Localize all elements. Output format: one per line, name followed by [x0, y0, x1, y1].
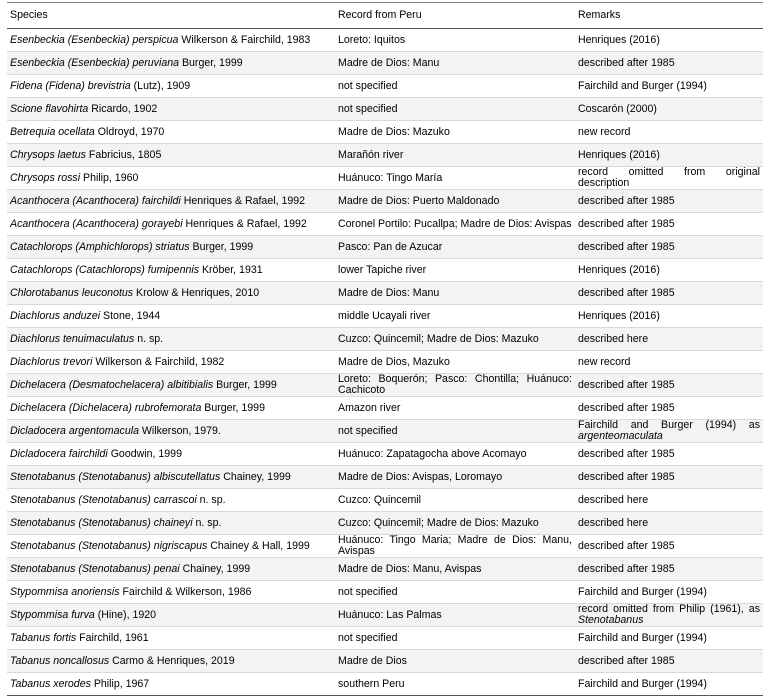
record-cell: Cuzco: Quincemil; Madre de Dios: Mazuko [335, 512, 575, 535]
species-name-italic: Chlorotabanus leuconotus [10, 286, 134, 299]
species-name-text: Oldroyd, 1970 [94, 125, 165, 138]
remarks-cell [575, 98, 763, 121]
species-name-italic: Diachlorus anduzei [10, 309, 101, 322]
remarks-cell [575, 52, 763, 75]
species-name-text: Philip, 1967 [90, 677, 150, 690]
species-name-italic: Stenotabanus (Stenotabanus) penai [10, 562, 180, 575]
remark-italic: Stenotabanus [578, 614, 644, 626]
remarks-cell [575, 259, 763, 282]
remark-text: record omitted from original description [578, 166, 760, 189]
record-cell: Madre de Dios, Mazuko [335, 351, 575, 374]
species-cell [7, 604, 335, 627]
remarks-cell [575, 581, 763, 604]
species-name-text: Chainey, 1999 [179, 562, 251, 575]
remark-text: Fairchild and Burger (1994) [578, 585, 707, 598]
table-row [7, 282, 763, 305]
remarks-cell [575, 650, 763, 673]
species-name-text: Fabricius, 1805 [85, 148, 162, 161]
table-row [7, 374, 763, 397]
species-name-text: Burger, 1999 [201, 401, 265, 414]
species-name-text: Henriques & Rafael, 1992 [182, 217, 307, 230]
species-cell [7, 75, 335, 98]
record-cell: Amazon river [335, 397, 575, 420]
remarks-cell [575, 190, 763, 213]
species-name-text: n. sp. [192, 516, 222, 529]
species-name-text: Ricardo, 1902 [88, 102, 158, 115]
species-name-text: (Hine), 1920 [94, 608, 157, 621]
record-cell: Huánuco: Zapatagocha above Acomayo [335, 443, 575, 466]
species-name-italic: Dicladocera argentomacula [10, 424, 139, 437]
remark-text: described after 1985 [578, 240, 675, 253]
table-row [7, 52, 763, 75]
record-cell: Madre de Dios: Avispas, Loromayo [335, 466, 575, 489]
remarks-cell [575, 374, 763, 397]
remarks-cell [575, 121, 763, 144]
species-name-italic: Esenbeckia (Esenbeckia) perspicua [10, 33, 179, 46]
species-name-italic: Stenotabanus (Stenotabanus) nigriscapus [10, 539, 208, 552]
record-cell: Madre de Dios: Mazuko [335, 121, 575, 144]
table-row [7, 328, 763, 351]
remarks-cell [575, 305, 763, 328]
record-cell: not specified [335, 420, 575, 443]
remark-text: Henriques (2016) [578, 148, 660, 161]
species-cell [7, 213, 335, 236]
species-name-italic: Acanthocera (Acanthocera) gorayebi [10, 217, 183, 230]
table-row [7, 259, 763, 282]
remark-text: Coscarón (2000) [578, 102, 657, 115]
remarks-cell [575, 29, 763, 52]
header-species: Species [7, 3, 335, 29]
remark-text: described after 1985 [578, 217, 675, 230]
remarks-cell [575, 167, 763, 190]
remark-text: Henriques (2016) [578, 33, 660, 46]
remark-text: described after 1985 [578, 447, 675, 460]
header-remarks: Remarks [575, 3, 763, 29]
table-row [7, 627, 763, 650]
remark-text: described here [578, 332, 649, 345]
species-name-text: Wilkerson & Fairchild, 1982 [92, 355, 225, 368]
species-table [7, 2, 763, 696]
table-row [7, 466, 763, 489]
species-name-italic: Stenotabanus (Stenotabanus) carrascoi [10, 493, 197, 506]
species-name-text: Burger, 1999 [189, 240, 254, 253]
species-cell [7, 558, 335, 581]
species-name-italic: Tabanus fortis [10, 631, 77, 644]
table-row [7, 581, 763, 604]
table-row [7, 121, 763, 144]
species-name-italic: Betrequia ocellata [10, 125, 95, 138]
record-cell: Huánuco: Tingo Maria; Madre de Dios: Manu, Avispas [335, 535, 575, 558]
species-name-italic: Stypommisa furva [10, 608, 95, 621]
species-cell [7, 305, 335, 328]
remarks-cell [575, 466, 763, 489]
table-row [7, 351, 763, 374]
species-cell [7, 650, 335, 673]
table-body [7, 29, 763, 696]
species-cell [7, 29, 335, 52]
species-cell [7, 328, 335, 351]
species-cell [7, 259, 335, 282]
species-name-text: Fairchild, 1961 [76, 631, 149, 644]
remarks-cell [575, 75, 763, 98]
remark-text: described here [578, 516, 649, 529]
header-row [7, 3, 763, 29]
table-row [7, 558, 763, 581]
species-name-text: Goodwin, 1999 [107, 447, 182, 460]
record-cell: Huánuco: Las Palmas [335, 604, 575, 627]
species-cell [7, 397, 335, 420]
remark-text: described after 1985 [578, 401, 675, 414]
table-row [7, 190, 763, 213]
remark-text: described after 1985 [578, 539, 675, 552]
remarks-cell [575, 627, 763, 650]
species-cell [7, 581, 335, 604]
remarks-cell [575, 351, 763, 374]
species-cell [7, 627, 335, 650]
species-name-italic: Stenotabanus (Stenotabanus) albiscutellatus [10, 470, 221, 483]
table-row [7, 650, 763, 673]
species-cell [7, 236, 335, 259]
table-row [7, 397, 763, 420]
record-cell: Marañón river [335, 144, 575, 167]
table-row [7, 420, 763, 443]
record-cell: Madre de Dios: Puerto Maldonado [335, 190, 575, 213]
species-cell [7, 420, 335, 443]
remark-text: described after 1985 [578, 286, 675, 299]
table-row [7, 512, 763, 535]
record-cell: Madre de Dios: Manu, Avispas [335, 558, 575, 581]
table-row [7, 305, 763, 328]
table-row [7, 236, 763, 259]
record-cell: Cuzco: Quincemil [335, 489, 575, 512]
table-row [7, 443, 763, 466]
remarks-cell [575, 236, 763, 259]
record-cell: Madre de Dios [335, 650, 575, 673]
remark-text: described here [578, 493, 649, 506]
remark-text: described after 1985 [578, 654, 675, 667]
species-cell [7, 121, 335, 144]
remark-text: Henriques (2016) [578, 309, 660, 322]
species-name-italic: Dicladocera fairchildi [10, 447, 108, 460]
record-cell: Madre de Dios: Manu [335, 282, 575, 305]
remarks-cell [575, 282, 763, 305]
remarks-cell [575, 397, 763, 420]
remark-text: new record [578, 355, 631, 368]
remark-text: described after 1985 [578, 562, 675, 575]
species-name-text: Philip, 1960 [80, 171, 139, 184]
table-row [7, 604, 763, 627]
remarks-cell [575, 512, 763, 535]
remarks-cell [575, 535, 763, 558]
record-cell: middle Ucayali river [335, 305, 575, 328]
table-header [7, 3, 763, 29]
table-row [7, 489, 763, 512]
table-row [7, 673, 763, 696]
remark-text: new record [578, 125, 631, 138]
table-row [7, 144, 763, 167]
species-name-text: Chainey & Hall, 1999 [207, 539, 310, 552]
remark-text: described after 1985 [578, 470, 675, 483]
species-name-text: Wilkerson & Fairchild, 1983 [178, 33, 311, 46]
species-name-text: n. sp. [196, 493, 226, 506]
species-name-text: Fairchild & Wilkerson, 1986 [119, 585, 252, 598]
record-cell: Pasco: Pan de Azucar [335, 236, 575, 259]
remark-text: Fairchild and Burger (1994) as [578, 419, 760, 431]
species-name-italic: Acanthocera (Acanthocera) fairchildi [10, 194, 181, 207]
table-row [7, 535, 763, 558]
record-cell: lower Tapiche river [335, 259, 575, 282]
record-cell: southern Peru [335, 673, 575, 696]
species-cell [7, 374, 335, 397]
table-row [7, 213, 763, 236]
species-name-text: Burger, 1999 [213, 378, 277, 391]
species-name-italic: Chrysops laetus [10, 148, 86, 161]
species-name-text: Krolow & Henriques, 2010 [133, 286, 260, 299]
species-name-italic: Diachlorus trevori [10, 355, 93, 368]
species-name-text: (Lutz), 1909 [130, 79, 191, 92]
species-cell [7, 190, 335, 213]
species-cell [7, 535, 335, 558]
species-cell [7, 673, 335, 696]
species-name-italic: Fidena (Fidena) brevistria [10, 79, 131, 92]
species-name-italic: Catachlorops (Amphichlorops) striatus [10, 240, 190, 253]
species-name-italic: Esenbeckia (Esenbeckia) peruviana [10, 56, 180, 69]
species-cell [7, 512, 335, 535]
species-cell [7, 98, 335, 121]
species-name-italic: Dichelacera (Desmatochelacera) albitibialis [10, 378, 214, 391]
species-name-italic: Catachlorops (Catachlorops) fumipennis [10, 263, 200, 276]
species-name-text: Wilkerson, 1979. [138, 424, 221, 437]
species-cell [7, 144, 335, 167]
record-cell: not specified [335, 627, 575, 650]
table-row [7, 75, 763, 98]
record-cell: Huánuco: Tingo María [335, 167, 575, 190]
species-name-italic: Dichelacera (Dichelacera) rubrofemorata [10, 401, 202, 414]
species-name-text: Chainey, 1999 [220, 470, 291, 483]
record-cell: Cuzco: Quincemil; Madre de Dios: Mazuko [335, 328, 575, 351]
remark-text: Henriques (2016) [578, 263, 660, 276]
species-name-italic: Scione flavohirta [10, 102, 89, 115]
species-cell [7, 167, 335, 190]
remark-italic: argenteomaculata [578, 430, 663, 442]
remark-text: described after 1985 [578, 194, 675, 207]
species-name-italic: Chrysops rossi [10, 171, 81, 184]
species-cell [7, 351, 335, 374]
remarks-cell [575, 144, 763, 167]
header-record: Record from Peru [335, 3, 575, 29]
remarks-cell [575, 443, 763, 466]
species-name-italic: Diachlorus tenuimaculatus [10, 332, 135, 345]
species-name-text: Henriques & Rafael, 1992 [180, 194, 306, 207]
table-row [7, 98, 763, 121]
species-name-text: Kröber, 1931 [199, 263, 263, 276]
remarks-cell [575, 558, 763, 581]
remarks-cell [575, 673, 763, 696]
remarks-cell [575, 604, 763, 627]
remark-text: record omitted from Philip (1961), as [578, 603, 760, 615]
species-cell [7, 489, 335, 512]
species-cell [7, 466, 335, 489]
record-cell: Madre de Dios: Manu [335, 52, 575, 75]
remark-text: Fairchild and Burger (1994) [578, 631, 707, 644]
species-cell [7, 282, 335, 305]
record-cell: Loreto: Boquerón; Pasco: Chontilla; Huánuco: Cachicoto [335, 374, 575, 397]
remarks-cell [575, 213, 763, 236]
species-name-italic: Stypommisa anoriensis [10, 585, 120, 598]
species-name-text: Burger, 1999 [179, 56, 243, 69]
remarks-cell [575, 328, 763, 351]
table-row [7, 29, 763, 52]
record-cell: not specified [335, 75, 575, 98]
species-name-text: Carmo & Henriques, 2019 [109, 654, 235, 667]
species-name-text: n. sp. [134, 332, 164, 345]
remark-text: Fairchild and Burger (1994) [578, 677, 707, 690]
species-cell [7, 52, 335, 75]
remarks-cell [575, 420, 763, 443]
species-cell [7, 443, 335, 466]
species-name-italic: Stenotabanus (Stenotabanus) chaineyi [10, 516, 193, 529]
record-cell: not specified [335, 581, 575, 604]
record-cell: not specified [335, 98, 575, 121]
remark-text: Fairchild and Burger (1994) [578, 79, 707, 92]
table-row [7, 167, 763, 190]
remarks-cell [575, 489, 763, 512]
record-cell: Coronel Portilo: Pucallpa; Madre de Dios: Avispas [335, 213, 575, 236]
species-name-italic: Tabanus xerodes [10, 677, 91, 690]
species-name-italic: Tabanus noncallosus [10, 654, 110, 667]
record-cell: Loreto: Iquitos [335, 29, 575, 52]
remark-text: described after 1985 [578, 56, 675, 69]
species-name-text: Stone, 1944 [100, 309, 161, 322]
remark-text: described after 1985 [578, 378, 675, 391]
